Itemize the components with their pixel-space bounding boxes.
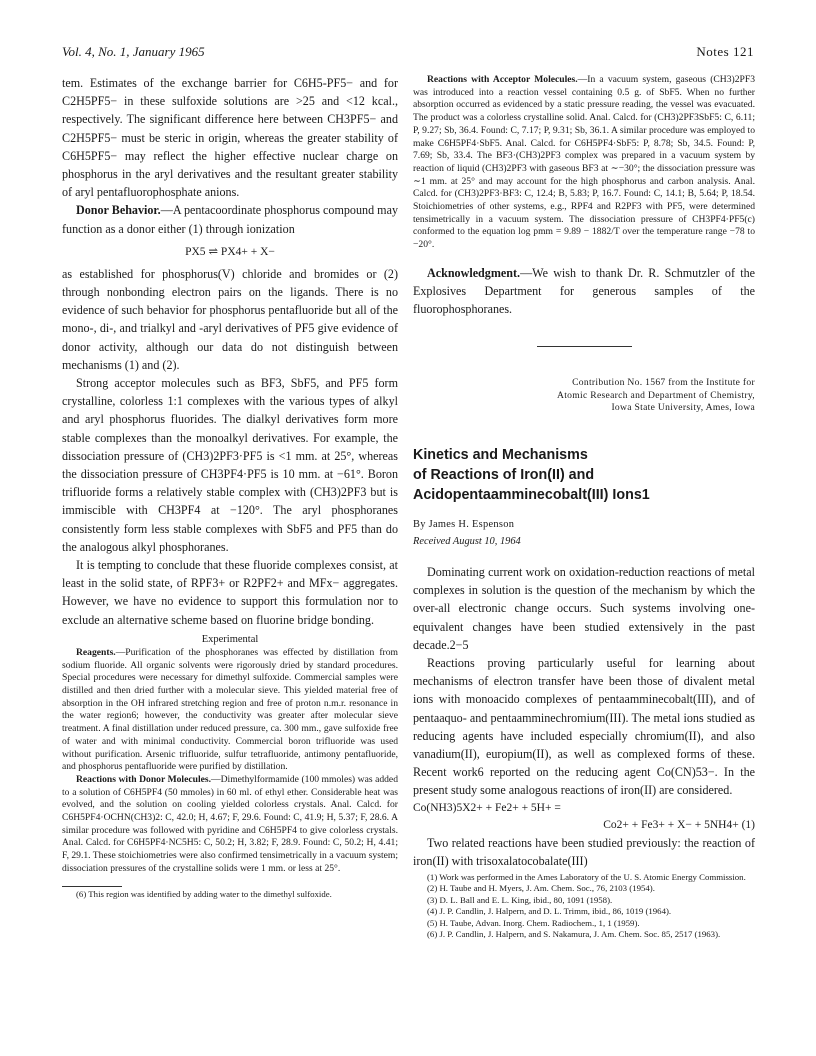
article-title: Kinetics and Mechanisms of Reactions of Iron(II) and Acidopentaamminecobalt(III) Ions1 xyxy=(413,446,650,503)
running-header-volume: Vol. 4, No. 1, January 1965 xyxy=(62,44,205,59)
footnote: (3) D. L. Ball and E. L. King, ibid., 80, 1091 (1958). xyxy=(427,894,613,905)
footnote: (1) Work was performed in the Ames Laboratory of the U. S. Atomic Energy Commission. xyxy=(427,872,746,882)
paragraph: Dominating current work on oxidation-reduction reactions of metal complexes in solution is the question of the mechanism by which the over-all electronic change occurs. Such systems involving one-equivalent changes have been studied extensively in the past decade.2−5 xyxy=(413,564,755,652)
run-in-heading: Donor Behavior. xyxy=(76,203,161,218)
article-divider xyxy=(537,346,632,347)
paragraph: Donor Behavior.—A pentacoordinate phosphorus compound may function as a donor either (1) through ionization xyxy=(62,203,398,236)
running-header-page: Notes 121 xyxy=(696,44,754,59)
section-heading: Experimental xyxy=(201,633,259,645)
right-column xyxy=(413,74,755,940)
footnote: (6) This region was identified by adding water to the dimethyl sulfoxide. xyxy=(76,888,332,899)
footnote: (2) H. Taube and H. Myers, J. Am. Chem. Soc., 76, 2103 (1954). xyxy=(427,883,655,894)
paragraph: as established for phosphorus(V) chloride and bromides or (2) through nonbonding electron pairs on the ligands. There is no evidence of such behavior for phosphorus pentafluoride but all of the mono-, di-, and trialkyl and -aryl derivatives of PF5 give evidence of donor activity, although our data do not distinguish between mechanisms (1) and (2). xyxy=(62,266,398,372)
paragraph: Reactions proving particularly useful for learning about mechanisms of electron transfer have been those of divalent metal ions with monoacido complexes of pentaamminecobalt(III), and of pentaaquo- and pentaamminechromium(III). The metal ions studied as reducing agents have included especially chromium(II), and also vanadium(II), europium(II), as well as complexed forms of these. Recent work6 reported on the reducing agent Co(CN)53−. In the present study some analogous reactions of iron(II) are considered. xyxy=(413,655,755,798)
paragraph: Acknowledgment.—We wish to thank Dr. R. Schmutzler of the Explosives Department for generous samples of the fluorophosphoranes. xyxy=(413,265,755,317)
left-column xyxy=(62,74,398,900)
run-in-heading: Reactions with Acceptor Molecules. xyxy=(427,74,578,85)
footnote-rule xyxy=(62,886,122,887)
paragraph: Reagents.—Purification of the phosphoranes was effected by distillation from sodium fluoride. All organic solvents were rigorously dried by standard procedures. Special procedures were necessary for dimethyl sulfoxide. Commercial samples were distilled and then dried further with a molecular sieve. This yielded material free of absorption in the OH infrared stretching region and free of proton n.m.r. resonance in the water region6; however, the conductivity was greater after molecular sieve treatment. A final distillation under reduced pressure, ca. 300 mm., gave sulfoxide free of water and with minimal conductivity. Commercial boron trifluoride was used without purification. Arsenic trifluoride, sulfur tetrafluoride, antimony pentafluoride, and phosphorus pentafluoride were purified by distillation. xyxy=(62,646,398,773)
paragraph: Two related reactions have been studied previously: the reaction of iron(II) with trisoxalatocobalate(III) xyxy=(413,835,755,868)
equation-1: Co(NH3)5X2+ + Fe2+ + 5H+ = Co2+ + Fe3+ + X− + 5NH4+ (1) xyxy=(413,801,755,831)
run-in-heading: Reagents. xyxy=(76,646,116,658)
run-in-heading: Reactions with Donor Molecules. xyxy=(76,773,212,785)
contribution-line: Contribution No. 1567 from the Institute for xyxy=(572,377,755,389)
footnote: (5) H. Taube, Advan. Inorg. Chem. Radiochem., 1, 1 (1959). xyxy=(427,917,640,928)
paragraph: It is tempting to conclude that these fluoride complexes consist, at least in the solid state, of RPF3+ or R2PF2+ and MFx− aggregates. However, we have no evidence to support this formulation nor to exclude an alternative scheme based on fluorine bridge bonding. xyxy=(62,558,398,627)
footnotes xyxy=(413,872,755,940)
contribution-line: Iowa State University, Ames, Iowa xyxy=(611,402,755,414)
run-in-heading: Acknowledgment. xyxy=(427,265,521,280)
footnote: (6) J. P. Candlin, J. Halpern, and S. Nakamura, J. Am. Chem. Soc. 85, 2517 (1963). xyxy=(427,929,721,940)
equation: PX5 ⇌ PX4+ + X− xyxy=(185,245,275,258)
paragraph: Strong acceptor molecules such as BF3, SbF5, and PF5 form crystalline, colorless 1:1 complexes with the various types of alkyl and aryl phosphorus fluorides. The dialkyl derivatives form more stable complexes than the monoalkyl derivatives. For example, the dissociation pressure of (CH3)2PF3·PF5 is <1 mm. at 25°, whereas the dissociation pressure of CH3PF4·PF5 is 10 mm. at −61°. Boron trifluoride forms a relatively stable complex with (CH3)2PF3 but is immiscible with CH3PF4 at −120°. The aryl phosphoranes consistently form less stable complexes with SbF5 and PF5 than do the analogous alkyl phosphoranes. xyxy=(62,376,398,554)
paragraph: Reactions with Acceptor Molecules.—In a vacuum system, gaseous (CH3)2PF3 was introduced into a reaction vessel containing 0.5 g. of SbF5. When no further absorption occurred as evidenced by a static pressure reading, the vessel was evacuated. The product was a colorless crystalline solid. Anal. Calcd. for (CH3)2PF3SbF5: C, 6.11; P, 9.27; Sb, 36.4. Found: C, 7.17; P, 9.31; Sb, 36.1. A similar procedure was employed to make C6H5PF4·SbF5. Anal. Calcd. for C6H5PF4·SbF5: P, 8.78; Sb, 34.5. Found: P, 7.69; Sb, 33.4. The BF3·(CH3)2PF3 complex was prepared in a vacuum system by reaction of liquid (CH3)2PF3 with gaseous BF3 at ∼−30°; the dissociation pressure was ∼1 mm. at 25° and may account for the high phosphorus and carbon analysis. Anal. Calcd. for (CH3)2PF3·BF3: C, 12.4; B, 5.83; P, 16.7. Found: C, 14.1; B, 5.64; P, 18.54. Stoichiometries of other systems, e.g., RPF4 and R2PF3 with PF5, were determined tensimetrically in a vacuum system. The dissociation pressure of CH3PF4·PF5(c) conformed to the equation log pmm = 9.89 − 1882/T over the temperature range −78 to −20°. xyxy=(413,74,755,251)
paragraph: Reactions with Donor Molecules.—Dimethylformamide (100 mmoles) was added to a solution of C6H5PF4 (50 mmoles) in 60 ml. of ethyl ether. Considerable heat was evolved, and the solution on cooling yielded colorless crystals. Anal. Calcd. for C6H5PF4·OCHN(CH3)2: C, 42.0; H, 4.67; F, 29.6. Found: C, 41.9; H, 5.37; F, 28.6. A similar procedure was followed with pyridine and C6H5PF4 to give colorless crystals. Anal. Calcd. for C6H5PF4·NC5H5: C, 50.2; H, 3.82; F, 28.9. Found: C, 50.2; H, 4.41; F, 29.1. These stoichiometries were also confirmed tensimetrically in a vacuum system; dissociation pressures of the crystalline solids were 1 mm. or less at 25°. xyxy=(62,773,398,874)
received-date: Received August 10, 1964 xyxy=(413,535,521,547)
footnote: (4) J. P. Candlin, J. Halpern, and D. L. Trimm, ibid., 86, 1019 (1964). xyxy=(427,906,672,917)
paragraph: tem. Estimates of the exchange barrier for C6H5-PF5− and for C2H5PF5− in these sulfoxide solutions are >25 and <12 kcal., respectively. The significant difference here between CH3PF5− and C2H5PF5− must be steric in origin, whereas the greater stability of C6H5PF5− may reflect the higher effective nuclear charge on phosphorus in the aryl derivatives and the resultant greater stability of aryl pentafluorophosphate anions. xyxy=(62,76,398,200)
contribution-line: Atomic Research and Department of Chemistry, xyxy=(556,389,755,401)
author-line: By James H. Espenson xyxy=(413,518,515,530)
